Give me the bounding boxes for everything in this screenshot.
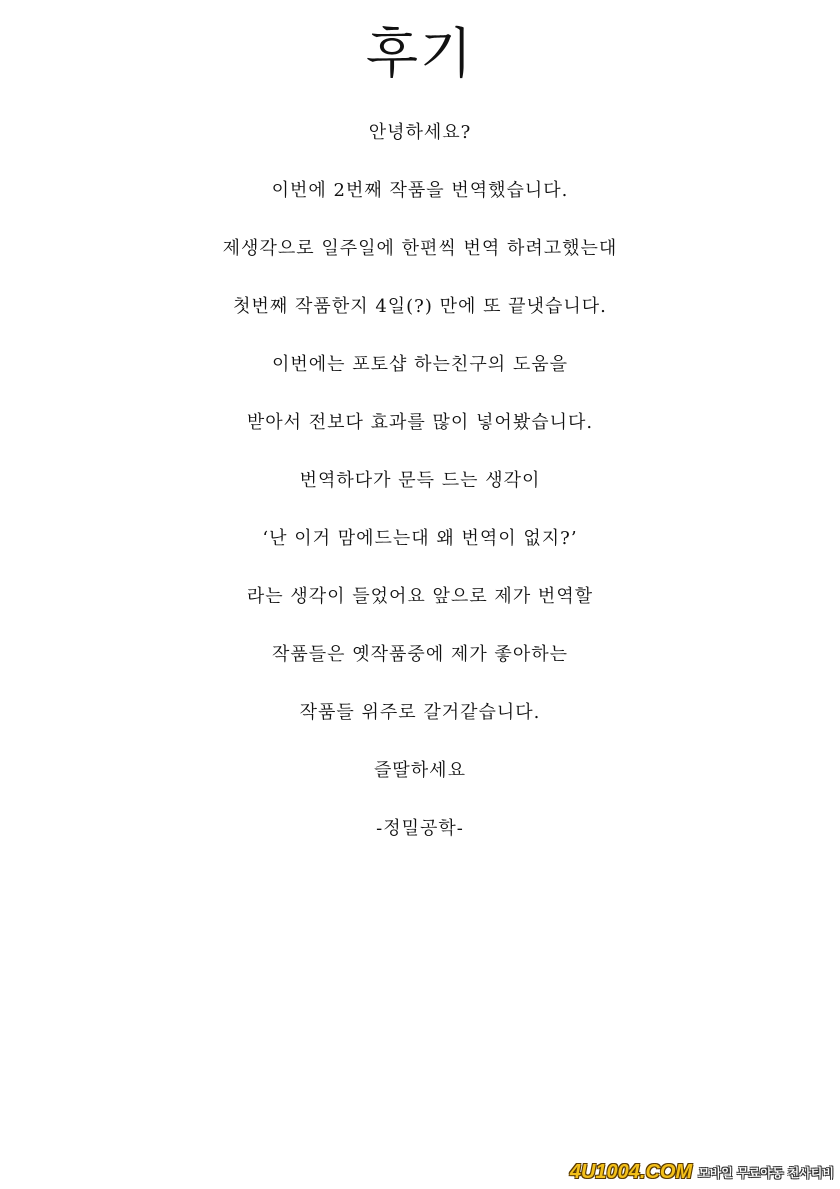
text-line: 즐딸하세요 (374, 760, 466, 781)
watermark (570, 1159, 834, 1185)
text-line: 제생각으로 일주일에 한편씩 번역 하려고했는대 (222, 238, 618, 259)
text-line: 받아서 전보다 효과를 많이 넣어봤습니다. (246, 412, 594, 433)
page-title: 후기 (365, 22, 475, 85)
text-line: 이번에는 포토샵 하는친구의 도움을 (272, 354, 568, 375)
text-line: 첫번째 작품한지 4일(?) 만에 또 끝냇습니다. (233, 296, 607, 317)
watermark-tagline: 모바일 무료야동 천사티비 (698, 1165, 834, 1180)
watermark-logo: 4U1004.COM (569, 1160, 693, 1183)
afterword-text (0, 104, 840, 858)
text-line: 라는 생각이 들었어요 앞으로 제가 번역할 (246, 586, 594, 607)
text-line: 이번에 2번째 작품을 번역했습니다. (271, 180, 569, 201)
text-line: 작품들 위주로 갈거같습니다. (299, 702, 541, 723)
text-line: 안녕하세요? (368, 122, 472, 143)
text-line: 번역하다가 문득 드는 생각이 (299, 470, 541, 491)
signature-line: -정밀공학- (376, 818, 464, 839)
text-line: 작품들은 옛작품중에 제가 좋아하는 (272, 644, 568, 665)
text-line: ‘난 이거 맘에드는대 왜 번역이 없지?’ (262, 528, 578, 549)
